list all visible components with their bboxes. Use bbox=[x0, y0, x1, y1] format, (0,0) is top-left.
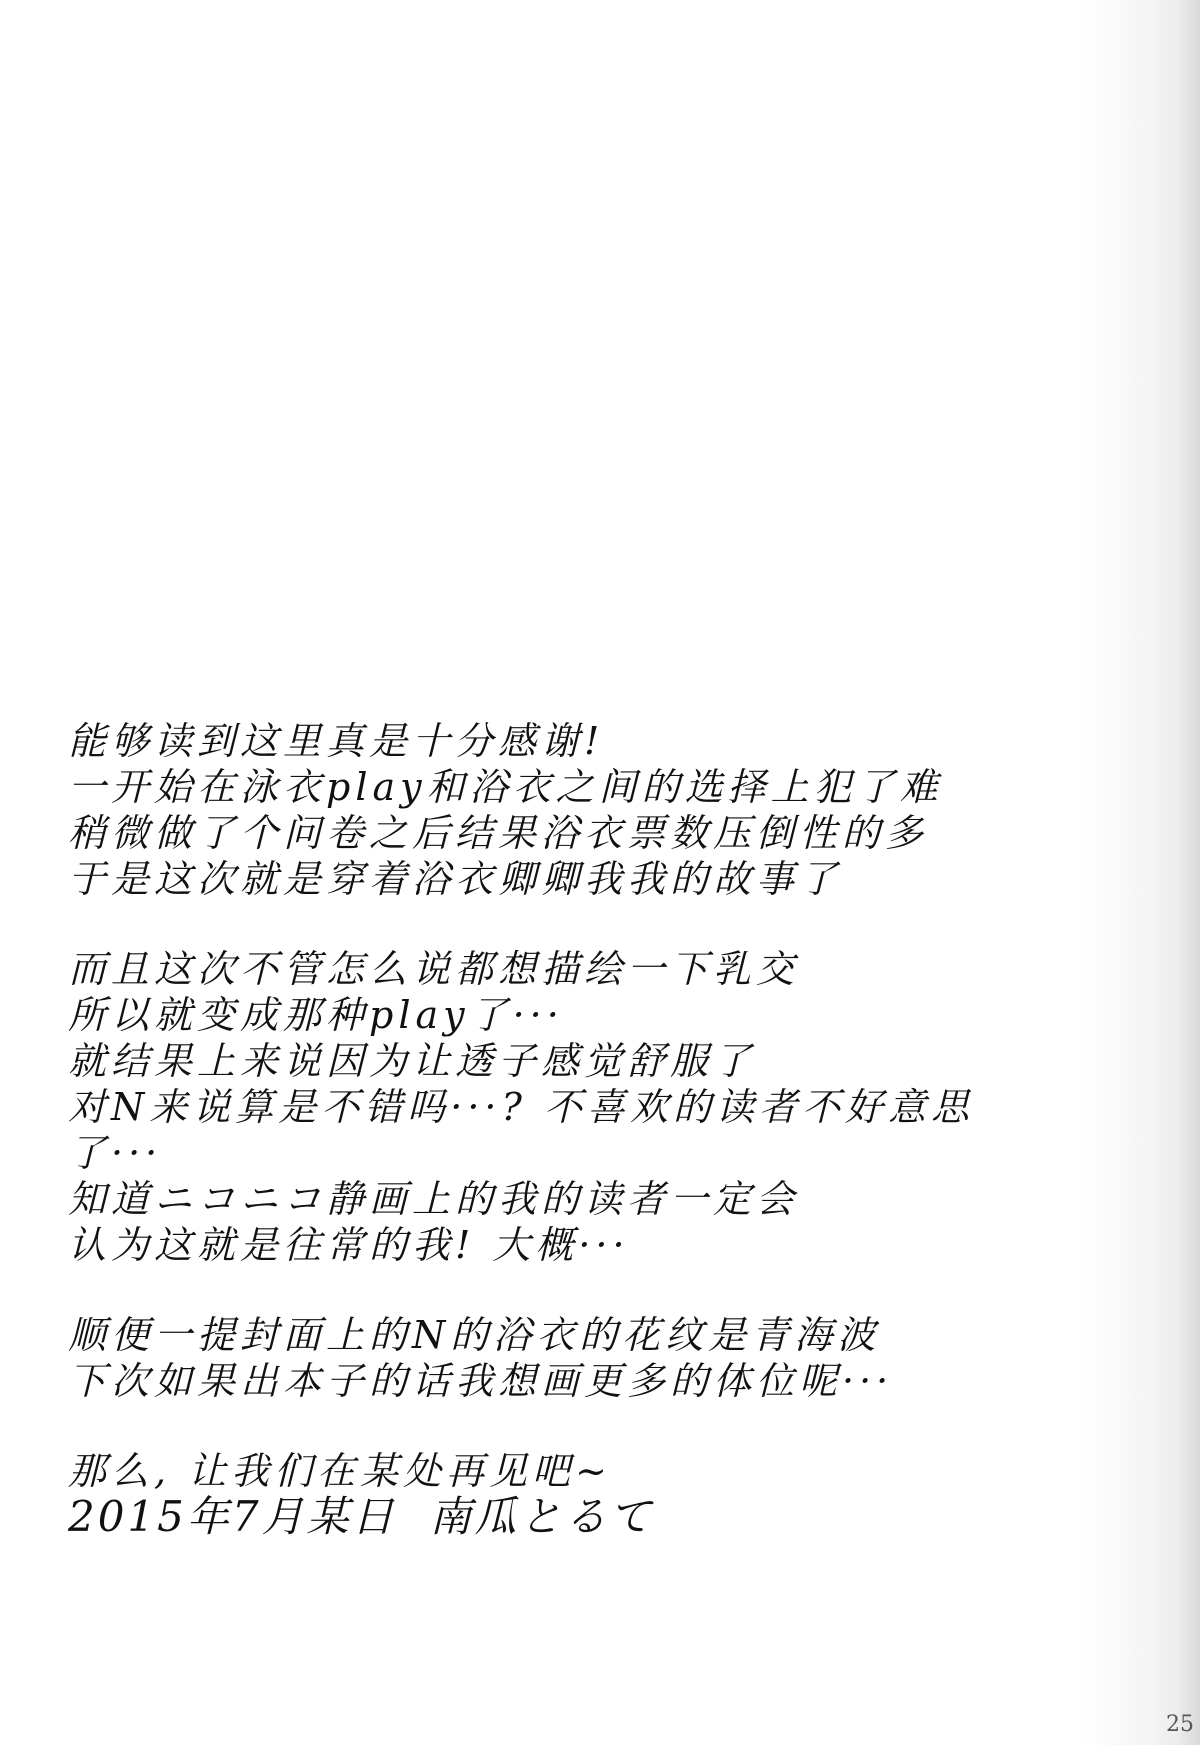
text-line: 所以就变成那种play了··· bbox=[68, 993, 564, 1037]
page-binding-edge bbox=[1178, 0, 1200, 1745]
paragraph-gap bbox=[68, 1268, 1128, 1312]
text-line: 能够读到这里真是十分感谢! bbox=[68, 719, 605, 763]
author-name: 南瓜とるて bbox=[429, 1492, 654, 1541]
signature-line bbox=[68, 1494, 1128, 1544]
date-text: 2015年7月某日 bbox=[68, 1492, 397, 1541]
text-line: 顺便一提封面上的N的浴衣的花纹是青海波 bbox=[68, 1313, 881, 1357]
text-line: 稍微做了个问卷之后结果浴衣票数压倒性的多 bbox=[68, 811, 929, 855]
text-line: 就结果上来说因为让透子感觉舒服了 bbox=[68, 1039, 757, 1083]
text-line: 而且这次不管怎么说都想描绘一下乳交 bbox=[68, 947, 800, 991]
text-line: 了··· bbox=[68, 1131, 163, 1175]
page-number: 25 bbox=[1166, 1712, 1194, 1737]
text-line: 认为这就是往常的我! 大概··· bbox=[68, 1223, 630, 1267]
text-line: 一开始在泳衣play和浴衣之间的选择上犯了难 bbox=[68, 765, 943, 809]
afterword-text bbox=[68, 718, 1128, 1544]
closing-line: 那么, 让我们在某处再见吧~ bbox=[68, 1449, 612, 1493]
text-line: 于是这次就是穿着浴衣卿卿我我的故事了 bbox=[68, 857, 843, 901]
text-line: 知道ニコニコ静画上的我的读者一定会 bbox=[68, 1177, 800, 1221]
text-line: 对N来说算是不错吗···? 不喜欢的读者不好意思 bbox=[68, 1085, 974, 1129]
paragraph-gap bbox=[68, 1404, 1128, 1448]
text-line: 下次如果出本子的话我想画更多的体位呢··· bbox=[68, 1359, 894, 1403]
paragraph-gap bbox=[68, 902, 1128, 946]
